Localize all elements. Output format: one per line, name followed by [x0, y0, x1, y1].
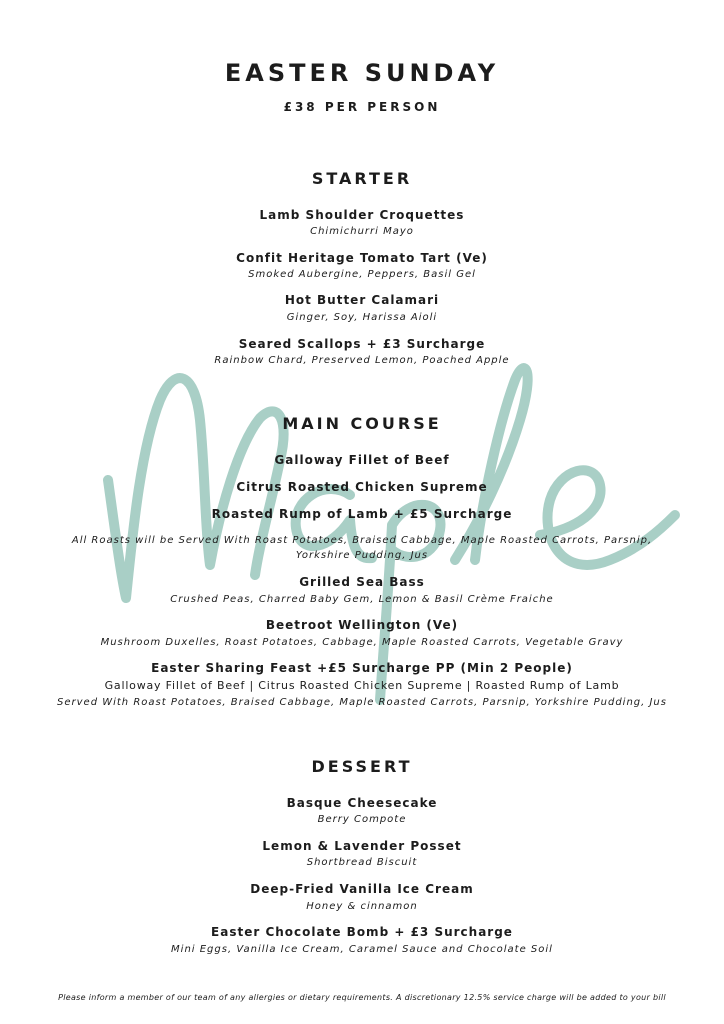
dessert-heading: DESSERT: [311, 757, 413, 776]
dessert-item-name: Basque Cheesecake: [286, 796, 438, 810]
starter-item-desc: Rainbow Chard, Preserved Lemon, Poached Apple: [214, 355, 510, 366]
dessert-item-name: Lemon & Lavender Posset: [262, 839, 462, 853]
dessert-item-desc: Berry Compote: [317, 814, 407, 825]
starter-item-name: Hot Butter Calamari: [284, 293, 440, 307]
roast-note: All Roasts will be Served With Roast Potatoes, Braised Cabbage, Maple Roasted Carrots, Parsnip,: [71, 535, 653, 546]
dessert-item-name: Easter Chocolate Bomb + £3 Surcharge: [211, 925, 513, 939]
starter-heading: STARTER: [311, 169, 413, 188]
roast-item-name: Roasted Rump of Lamb + £5 Surcharge: [211, 507, 513, 521]
dessert-item-desc: Shortbread Biscuit: [306, 857, 418, 868]
starter-item-desc: Chimichurri Mayo: [310, 226, 414, 237]
price-per-person: £38 PER PERSON: [283, 100, 441, 114]
sharing-feast-line: Galloway Fillet of Beef | Citrus Roasted Chicken Supreme | Roasted Rump of Lamb: [104, 679, 620, 692]
sharing-feast-name: Easter Sharing Feast +£5 Surcharge PP (Min 2 People): [151, 661, 573, 675]
dessert-item-desc: Mini Eggs, Vanilla Ice Cream, Caramel Sauce and Chocolate Soil: [171, 944, 553, 955]
main-course-heading: MAIN COURSE: [282, 414, 442, 433]
roast-item-name: Citrus Roasted Chicken Supreme: [236, 480, 488, 494]
allergy-service-note: Please inform a member of our team of any allergies or dietary requirements. A discretionary 12.5% service charge will be added to your bill: [58, 993, 666, 1002]
dessert-item-desc: Honey & cinnamon: [306, 901, 418, 912]
starter-item-desc: Ginger, Soy, Harissa Aioli: [286, 312, 438, 323]
starter-item-name: Lamb Shoulder Croquettes: [259, 208, 465, 222]
roast-note: Yorkshire Pudding, Jus: [295, 550, 429, 561]
starter-item-desc: Smoked Aubergine, Peppers, Basil Gel: [248, 269, 476, 280]
sharing-feast-line: Served With Roast Potatoes, Braised Cabbage, Maple Roasted Carrots, Parsnip, Yorkshire Pudding, Jus: [57, 697, 667, 708]
starter-item-name: Confit Heritage Tomato Tart (Ve): [236, 251, 488, 265]
starter-item-name: Seared Scallops + £3 Surcharge: [238, 337, 486, 351]
sea-bass-desc: Crushed Peas, Charred Baby Gem, Lemon & Basil Crème Fraiche: [170, 594, 554, 605]
wellington-desc: Mushroom Duxelles, Roast Potatoes, Cabbage, Maple Roasted Carrots, Vegetable Gravy: [100, 637, 624, 648]
roast-item-name: Galloway Fillet of Beef: [274, 453, 450, 467]
sea-bass-name: Grilled Sea Bass: [299, 575, 425, 589]
dessert-item-name: Deep-Fried Vanilla Ice Cream: [250, 882, 474, 896]
wellington-name: Beetroot Wellington (Ve): [265, 618, 459, 632]
menu-title: EASTER SUNDAY: [224, 59, 500, 87]
